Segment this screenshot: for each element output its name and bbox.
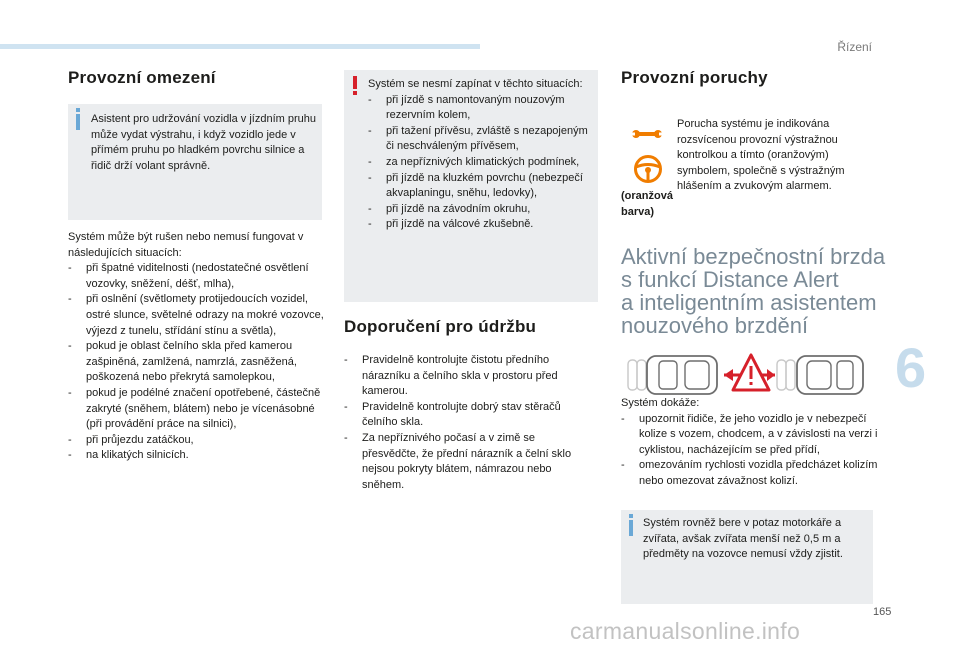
list-item: - Za nepříznivého počasí a v zimě se přesvědčte, že přední nárazník a čelní sklo nejsou pokryty blátem, námrazou nebo sněhem. [344,431,594,493]
title-provozni-omezeni: Provozní omezení [68,68,216,87]
info-icon [76,108,80,112]
list-item: - omezováním rychlosti vozidla předcházet kolizím nebo omezovat závažnost kolizí. [621,458,881,489]
limitations-intro: Systém může být rušen nebo nemusí fungovat v následujících situacích: [68,231,304,259]
list-item: - při průjezdu zatáčkou, [68,433,330,449]
title-provozni-poruchy: Provozní poruchy [621,68,768,87]
warning-intro: Systém se nesmí zapínat v těchto situacích: [368,78,583,90]
info-box-motorcyclists [621,510,873,604]
fault-text: Porucha systému je indikována rozsvícenou provozní výstražnou kontrolkou a tímto (oranžovým) symbolem, společně s výstražným hlášením a zvukovým alarmem. [677,118,845,193]
wrench-icon [632,127,662,141]
heading-active-brake [621,245,885,337]
list-item: - při špatné viditelnosti (nedostatečné osvětlení vozovky, sněžení, déšť, mlha), [68,261,330,292]
heading-line: Aktivní bezpečnostní brzda [621,244,886,269]
list-item: - Pravidelně kontrolujte čistotu předního nárazníku a čelního skla v prostoru před kamerou. [344,353,594,400]
limitations-section [68,230,330,464]
collision-illustration [625,352,865,398]
info-box-lane-assist [68,104,322,220]
maintenance-list [344,353,594,493]
abilities-list [621,412,881,490]
list-item: - pokud je oblast čelního skla před kamerou zašpiněná, zamlžená, namrzlá, zasněžená, poškozená nebo překrytá samolepkou, [68,339,330,386]
warning-box [344,70,598,302]
watermark: carmanualsonline.info [570,618,801,644]
chapter-number: 6 [895,336,927,399]
list-item: - upozornit řidiče, že jeho vozidlo je v nebezpečí kolize s vozem, chodcem, a v závislosti na verzi i cyklistou, nacházejícím se před přídí, [621,412,881,459]
heading-line: nouzového brzdění [621,313,809,338]
list-item: - při oslnění (světlomety protijedoucích vozidel, ostré slunce, světelné odrazy na mokré vozovce, výjezd z tunelu, střídání stínu a světla), [68,292,330,339]
icon-caption: (oranžová barva) [621,190,673,218]
list-item: - při tažení přívěsu, zvláště s nezapojeným či neschváleným přívěsem, [368,124,593,155]
info-text: Asistent pro udržování vozidla v jízdním pruhu může vydat výstrahu, i když vozidlo jede v přímém pruhu po hladkém povrchu silnice a řidič drží volant správně. [91,113,317,172]
list-item: - za nepříznivých klimatických podmínek, [368,155,593,171]
abilities-section [621,396,881,490]
steering-wheel-icon [631,154,665,184]
list-item: - při jízdě s namontovaným nouzovým rezervním kolem, [368,93,593,124]
list-item: - na klikatých silnicích. [68,448,330,464]
list-item: - při jízdě na kluzkém povrchu (nebezpečí akvaplaningu, sněhu, ledovky), [368,171,593,202]
list-item: - pokud je podélné značení opotřebené, částečně zakryté (sněhem, blátem) nebo je vícenásobné (při provádění práce na silnici), [68,386,330,433]
warning-list [368,93,593,233]
warning-triangle-icon [733,355,769,390]
info-icon-bar [76,114,80,130]
info-icon-bar [629,520,633,536]
abilities-intro: Systém dokáže: [621,397,700,409]
limitations-list [68,261,330,464]
info-text: Systém rovněž bere v potaz motorkáře a zvířata, avšak zvířata menší než 0,5 m a předměty na vozovce nemusí vždy zjistit. [643,517,843,561]
list-item: - při jízdě na válcové zkušebně. [368,217,593,233]
title-doporuceni: Doporučení pro údržbu [344,317,537,336]
car-front-icon [797,356,863,394]
warning-icon [352,76,358,96]
page-number: 165 [873,606,892,618]
heading-line: s funkcí Distance Alert [621,267,839,292]
car-rear-icon [647,356,717,394]
info-icon [629,514,633,518]
list-item: - Pravidelně kontrolujte dobrý stav stěračů čelního skla. [344,400,594,431]
section-label: Řízení [837,40,872,54]
list-item: - při jízdě na závodním okruhu, [368,202,593,218]
heading-line: a inteligentním asistentem [621,290,877,315]
header-bar [0,44,480,49]
